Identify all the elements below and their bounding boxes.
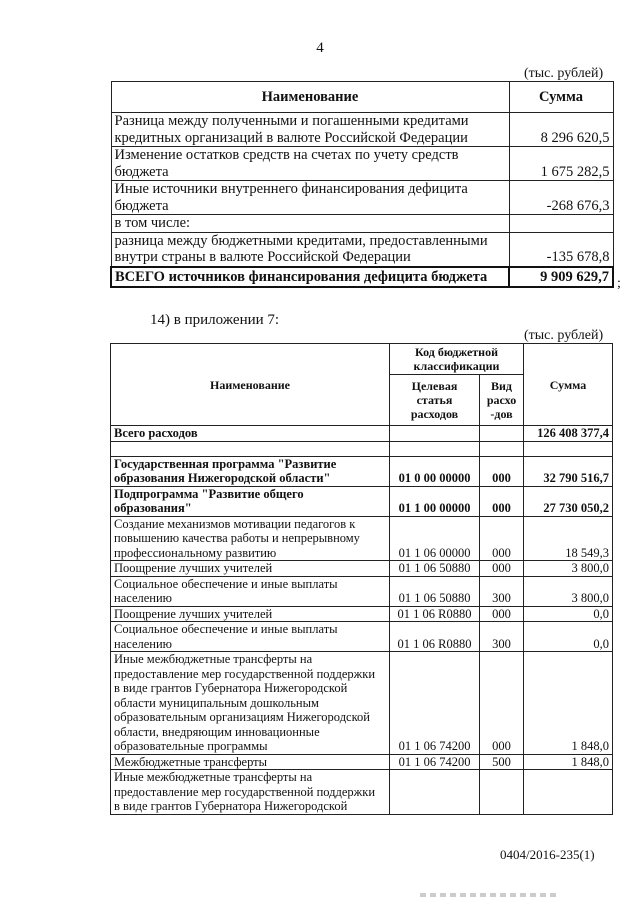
table2-row bbox=[111, 622, 613, 652]
table2-sum-cell: 18 549,3 bbox=[524, 516, 613, 561]
table2-sum-cell: 126 408 377,4 bbox=[524, 426, 613, 442]
table2-code-cell bbox=[390, 426, 480, 442]
table2-row bbox=[111, 561, 613, 577]
cell-line: предоставление мер государственной поддержки bbox=[114, 784, 376, 799]
table2-name-cell bbox=[111, 606, 390, 622]
cell-line: Социальное обеспечение и иные выплаты bbox=[114, 622, 338, 636]
table2-kind-cell: 500 bbox=[480, 754, 524, 770]
table2-sum-cell: 3 800,0 bbox=[524, 561, 613, 577]
cell-line: бюджета bbox=[114, 197, 169, 214]
cell-line: области, внедряющим инновационные bbox=[114, 724, 320, 739]
table2-header-code-group: Код бюджетной классификации bbox=[390, 344, 524, 375]
table1-name-cell bbox=[111, 181, 509, 215]
table1-total-sum: 9 909 629,7 bbox=[509, 267, 613, 287]
table2-kind-cell bbox=[480, 441, 524, 456]
cell-line: Межбюджетные трансферты bbox=[114, 754, 268, 769]
cell-line: в том числе: bbox=[114, 215, 191, 231]
table2-kind-cell: 000 bbox=[480, 486, 524, 516]
table2-code-cell: 01 1 06 00000 bbox=[390, 516, 480, 561]
cell-line: в виде грантов Губернатора Нижегородской bbox=[114, 681, 348, 695]
table2-header-kind: Вид расхо -дов bbox=[480, 375, 524, 426]
cell-line: образования Нижегородской области" bbox=[114, 471, 331, 485]
table1-name-cell bbox=[111, 113, 509, 147]
cell-line: Подпрограмма "Развитие общего bbox=[114, 486, 304, 501]
table2-code-cell bbox=[390, 770, 480, 815]
table2-header-row bbox=[111, 344, 613, 375]
table2-sum-cell: 1 848,0 bbox=[524, 652, 613, 755]
table2-name-cell bbox=[111, 516, 390, 561]
table2-name-cell bbox=[111, 652, 390, 755]
table2-header-target: Целевая статья расходов bbox=[390, 375, 480, 426]
cell-line: предоставление мер государственной поддержки bbox=[114, 666, 376, 681]
table2-row bbox=[111, 426, 613, 442]
table2-name-cell bbox=[111, 456, 390, 486]
scan-artifact bbox=[420, 893, 560, 897]
table1-total-label: ВСЕГО источников финансирования дефицита бюджета bbox=[111, 267, 509, 287]
table1-sum-cell: -135 678,8 bbox=[509, 232, 613, 267]
table2-row bbox=[111, 486, 613, 516]
table1-terminator: ; bbox=[617, 276, 621, 291]
table1-row bbox=[111, 147, 613, 181]
table1-name-cell bbox=[111, 147, 509, 181]
table2-code-cell: 01 1 06 74200 bbox=[390, 652, 480, 755]
table1-header-sum: Сумма bbox=[509, 82, 613, 113]
cell-line: области муниципальным дошкольным bbox=[114, 695, 319, 710]
table2-name-cell bbox=[111, 441, 390, 456]
cell-line: профессиональному развитию bbox=[114, 545, 277, 560]
table2-code-cell: 01 1 06 74200 bbox=[390, 754, 480, 770]
table2-kind-cell: 000 bbox=[480, 652, 524, 755]
table1-row bbox=[111, 232, 613, 267]
table1-sum-cell: 1 675 282,5 bbox=[509, 147, 613, 181]
table2-code-cell: 01 0 00 00000 bbox=[390, 456, 480, 486]
table2-code-cell: 01 1 06 50880 bbox=[390, 561, 480, 577]
table2-name-cell bbox=[111, 486, 390, 516]
table2-kind-cell bbox=[480, 770, 524, 815]
table2-code-cell: 01 1 06 R0880 bbox=[390, 622, 480, 652]
table1-sum-cell bbox=[509, 215, 613, 233]
table1-name-cell bbox=[111, 232, 509, 267]
table1-row bbox=[111, 181, 613, 215]
table2-row bbox=[111, 754, 613, 770]
table1-header-row bbox=[111, 82, 613, 113]
table2-name-cell bbox=[111, 576, 390, 606]
table2-code-cell bbox=[390, 441, 480, 456]
cell-line: повышению качества работы и непрерывному bbox=[114, 531, 360, 545]
table2-sum-cell: 0,0 bbox=[524, 622, 613, 652]
table2-kind-cell: 300 bbox=[480, 622, 524, 652]
table2-sum-cell: 32 790 516,7 bbox=[524, 456, 613, 486]
cell-line: Изменение остатков средств на счетах по учету средств bbox=[114, 147, 459, 163]
cell-line: населению bbox=[114, 636, 172, 651]
cell-line: Создание механизмов мотивации педагогов к bbox=[114, 516, 356, 531]
table2-sum-cell bbox=[524, 770, 613, 815]
cell-line: Разница между полученными и погашенными кредитами bbox=[114, 113, 469, 129]
cell-line: Поощрение лучших учителей bbox=[114, 606, 273, 621]
table2-row bbox=[111, 652, 613, 755]
cell-line: образовательным организациям Нижегородской bbox=[114, 710, 370, 724]
table2-row bbox=[111, 576, 613, 606]
table2-kind-cell: 000 bbox=[480, 561, 524, 577]
table2-row bbox=[111, 770, 613, 815]
document-code: 0404/2016-235(1) bbox=[500, 847, 595, 862]
expenses-table bbox=[110, 343, 613, 815]
cell-line: Иные межбюджетные трансферты на bbox=[114, 770, 313, 784]
page-number: 4 bbox=[316, 40, 324, 56]
table2-name-cell bbox=[111, 754, 390, 770]
table1-row bbox=[111, 215, 613, 233]
table1-unit: (тыс. рублей) bbox=[524, 66, 604, 81]
table1-total-row bbox=[111, 267, 613, 287]
table2-sum-cell: 1 848,0 bbox=[524, 754, 613, 770]
cell-line: разница между бюджетными кредитами, предоставленными bbox=[114, 232, 488, 249]
cell-line: Иные источники внутреннего финансирования дефицита bbox=[114, 181, 468, 197]
table2-row bbox=[111, 606, 613, 622]
table1-header-name: Наименование bbox=[111, 82, 509, 113]
table2-code-cell: 01 1 00 00000 bbox=[390, 486, 480, 516]
table2-sum-cell: 3 800,0 bbox=[524, 576, 613, 606]
table2-name-cell bbox=[111, 770, 390, 815]
table1-row bbox=[111, 113, 613, 147]
table2-header-sum: Сумма bbox=[524, 344, 613, 426]
cell-line: Всего расходов bbox=[114, 426, 198, 440]
cell-line: Поощрение лучших учителей bbox=[114, 561, 273, 575]
table1-sum-cell: -268 676,3 bbox=[509, 181, 613, 215]
table2-kind-cell: 000 bbox=[480, 456, 524, 486]
section-label: 14) в приложении 7: bbox=[150, 312, 280, 328]
cell-line: бюджета bbox=[114, 163, 169, 180]
table2-name-cell bbox=[111, 561, 390, 577]
table2-kind-cell: 000 bbox=[480, 516, 524, 561]
table2-code-cell: 01 1 06 R0880 bbox=[390, 606, 480, 622]
table2-kind-cell bbox=[480, 426, 524, 442]
table2-sum-cell bbox=[524, 441, 613, 456]
cell-line: Иные межбюджетные трансферты на bbox=[114, 652, 313, 666]
table2-row bbox=[111, 456, 613, 486]
table2-header-name: Наименование bbox=[111, 344, 390, 426]
cell-line: в виде грантов Губернатора Нижегородской bbox=[114, 799, 348, 813]
table2-name-cell bbox=[111, 622, 390, 652]
cell-line: образования" bbox=[114, 501, 192, 515]
table2-name-cell bbox=[111, 426, 390, 442]
table2-row bbox=[111, 441, 613, 456]
table2-code-cell: 01 1 06 50880 bbox=[390, 576, 480, 606]
cell-line: населению bbox=[114, 591, 172, 605]
table2-unit: (тыс. рублей) bbox=[524, 328, 604, 343]
cell-line: образовательные программы bbox=[114, 739, 268, 753]
cell-line: Государственная программа "Развитие bbox=[114, 456, 337, 471]
table2-sum-cell: 0,0 bbox=[524, 606, 613, 622]
sources-table bbox=[110, 81, 614, 288]
table1-sum-cell: 8 296 620,5 bbox=[509, 113, 613, 147]
cell-line: кредитных организаций в валюте Российской Федерации bbox=[114, 129, 468, 146]
table2-kind-cell: 000 bbox=[480, 606, 524, 622]
cell-line: Социальное обеспечение и иные выплаты bbox=[114, 576, 338, 591]
table2-kind-cell: 300 bbox=[480, 576, 524, 606]
table1-name-cell bbox=[111, 215, 509, 233]
table2-row bbox=[111, 516, 613, 561]
table2-sum-cell: 27 730 050,2 bbox=[524, 486, 613, 516]
cell-line: внутри страны в валюте Российской Федерации bbox=[114, 249, 411, 265]
